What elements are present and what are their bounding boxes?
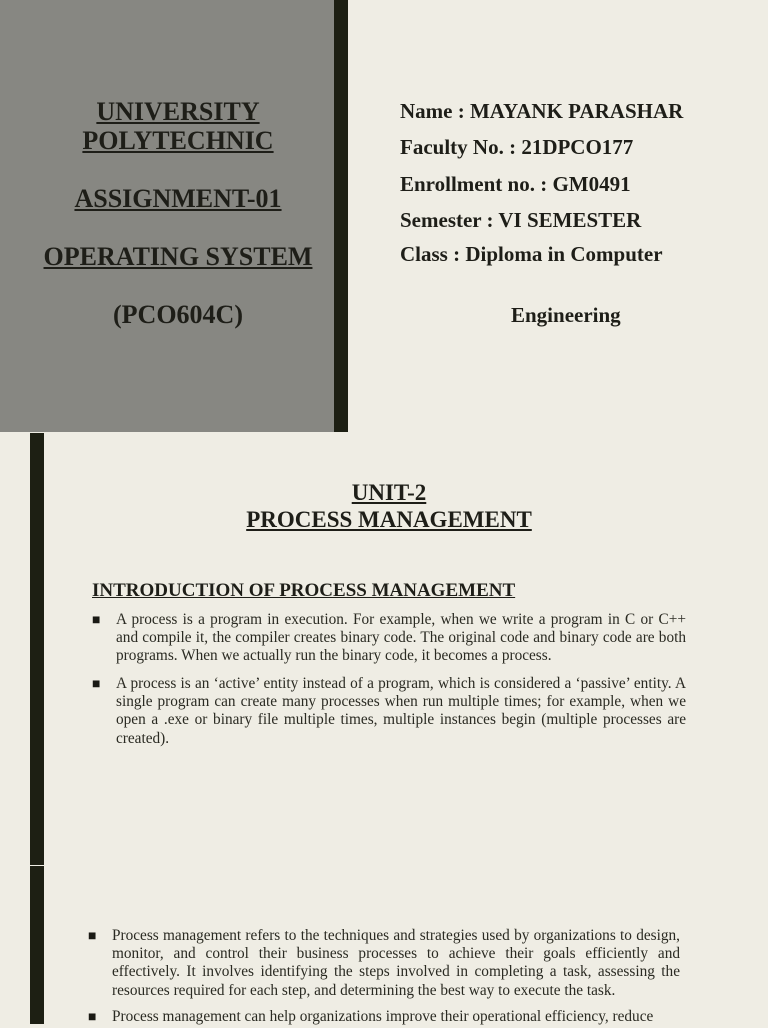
cover-dark-bar [334,0,348,432]
unit-title: PROCESS MANAGEMENT [246,507,532,532]
title-assignment: ASSIGNMENT-01 [74,184,282,213]
list-item [88,927,680,1000]
list-item [88,1008,680,1028]
course-code: (PCO604C) [113,300,243,329]
bullet-square-icon: ■ [92,677,101,692]
title-polytechnic: POLYTECHNIC [82,126,274,155]
class-continuation: Engineering [511,303,621,327]
section-heading: INTRODUCTION OF PROCESS MANAGEMENT [92,580,516,601]
left-accent-bar [30,866,44,1024]
cover-slide [0,0,768,432]
unit-slide [0,433,768,865]
list-item [92,611,686,666]
list-item [92,675,686,748]
enrollment-number: Enrollment no. : GM0491 [400,172,631,196]
bullet-square-icon: ■ [88,1010,97,1025]
bullet-square-icon: ■ [88,929,97,944]
semester: Semester : VI SEMESTER [400,208,642,232]
title-university: UNIVERSITY [96,97,260,126]
student-name: Name : MAYANK PARASHAR [400,99,684,123]
bullet-text: Process management refers to the techniques and strategies used by organizations to design, monitor, and control their business processes to achieve their goals efficiently and effectively. It involves identifying the steps involved in completing a task, assessing the resources required for each step, and determining the best way to execute the task. [112,927,680,999]
unit-number: UNIT-2 [351,480,427,505]
title-subject: OPERATING SYSTEM [43,242,313,271]
bullet-square-icon: ■ [92,613,101,628]
class: Class : Diploma in Computer [400,242,663,266]
bullet-text: A process is a program in execution. For example, when we write a program in C or C++ and compile it, the compiler creates binary code. The original code and binary code are both programs. When we actually run the binary code, it becomes a process. [116,611,686,665]
continuation-slide [0,866,768,1024]
cover-gray-panel [0,0,334,432]
bullet-text: A process is an ‘active’ entity instead of a program, which is considered a ‘passive’ entity. A single program can create many processes when run multiple times; for example, when we open a .exe or binary file multiple times, multiple instances begin (multiple processes are created). [116,675,686,747]
bullet-text: Process management can help organizations improve their operational efficiency, reduce [112,1008,654,1025]
faculty-number: Faculty No. : 21DPCO177 [400,135,634,159]
